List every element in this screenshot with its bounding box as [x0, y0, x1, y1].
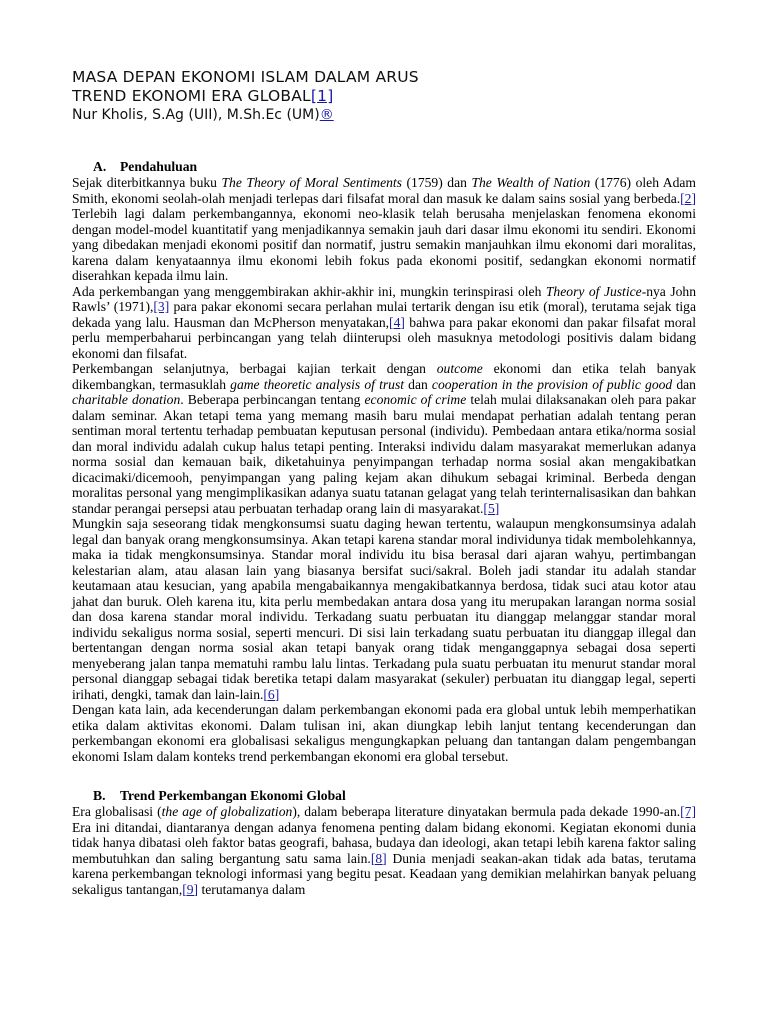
paragraph-5: Dengan kata lain, ada kecenderungan dalam perkembangan ekonomi pada era global untuk lebih memperhatikan etika dalam aktivitas ekonomi. Dalam tulisan ini, akan diungkap lebih lanjut tentang kecenderungan dan perkembangan ekonomi era globalisasi sekaligus mengungkapkan peluang dan tantangan dalam pengembangan ekonomi Islam dalam konteks trend perkembangan ekonomi era global tersebut. — [72, 702, 696, 764]
footnote-link-4[interactable]: [4] — [389, 314, 405, 330]
section-a-heading — [72, 159, 696, 175]
footnote-link-3[interactable]: [3] — [153, 299, 170, 314]
footnote-link-8[interactable]: [8] — [370, 850, 387, 866]
paragraph-3: Perkembangan selanjutnya, berbagai kajian terkait dengan outcome ekonomi dan etika telah banyak dikembangkan, termasuklah game theoretic analysis of trust dan cooperation in the provision of public good dan charitable donation. Beberapa perbincangan tentang economic of crime telah mulai dilaksanakan oleh para pakar dalam seminar. Akan tetapi tema yang memang masih baru mulai mendapat perhatian adalah tentang peran sentiman moral tertentu terhadap pembuatan keputusan personal (individu). Pembedaan antara etika/norma sosial dan moral individu adalah cukup halus tetapi penting. Interaksi individu dalam masyarakat memerlukan adanya norma sosial dan kemauan baik, diketahuinya penyimpangan terhadap norma sosial akan mengakibatkan dicacimaki/dicemooh, penyimpangan yang paling kejam akan dihukum sebagai kriminal. Berbeda dengan moralitas personal yang mengimplikasikan adanya suatu tatanan gelagat yang telah terinternalisasikan dan bahkan standar perangai persepsi atau perbuatan terhadap orang lain di masyarakat.[5] — [72, 361, 696, 516]
paragraph-1: Sejak diterbitkannya buku The Theory of Moral Sentiments (1759) dan The Wealth of Nation (1776) oleh Adam Smith, ekonomi seolah-olah menjadi terlepas dari filsafat moral dan masuk ke dalam sains sosial yang berbeda.[2] Terlebih lagi dalam perkembangannya, ekonomi neo-klasik telah berusaha menjelaskan fenomena ekonomi dengan model-model kuantitatif yang menjadikannya semakin jauh dari dasar ilmu ekonomi itu sendiri. Ekonomi yang dibedakan menjadi ekonomi positif dan normatif, justru semakin manjauhkan ilmu ekonomi dari moralitas, karena dalam kenyataannya ilmu ekonomi lebih fokus pada ekonomi positif, sedangkan ekonomi normatif diserahkan kepada ilmu lain. — [72, 175, 696, 283]
document-title — [72, 68, 696, 106]
section-b-number: B. — [93, 788, 106, 803]
footnote-link-6[interactable]: [6] — [263, 686, 280, 702]
footnote-link-9[interactable]: [9] — [182, 881, 199, 897]
section-a-number: A. — [93, 159, 107, 174]
paragraph-6: Era globalisasi (the age of globalization), dalam beberapa literature dinyatakan bermula pada dekade 1990-an.[7] Era ini ditandai, diantaranya dengan adanya fenomena penting dalam bidang ekonomi. Kegiatan ekonomi dunia tidak hanya dibatasi oleh faktor batas geografi, bahasa, budaya dan ideologi, akan tetapi lebih karena faktor saling membutuhkan dan saling bergantung satu sama lain.[8] Dunia menjadi seakan-akan tidak ada batas, terutama karena perkembangan teknologi informasi yang begitu pesat. Keadaan yang demikian melahirkan banyak peluang sekaligus tantangan,[9] terutamanya dalam — [72, 804, 696, 897]
paragraph-2: Ada perkembangan yang menggembirakan akhir-akhir ini, mungkin terinspirasi oleh Theory of Justice-nya John Rawls’ (1971),[3] para pakar ekonomi secara perlahan mulai tertarik dengan isu etik (moral), terutama sejak tiga dekada yang lalu. Hausman dan McPherson menyatakan,[4] bahwa para pakar ekonomi dan pakar filsafat moral perlu memperbaharui perbincangan yang telah diinterupsi oleh masuknya metodologi positivis dalam bidang ekonomi dan filsafat. — [72, 283, 697, 361]
section-b-title: Trend Perkembangan Ekonomi Global — [120, 788, 346, 803]
footnote-link-5[interactable]: [5] — [483, 500, 500, 516]
title-line-1: MASA DEPAN EKONOMI ISLAM DALAM ARUS — [72, 68, 419, 86]
title-line-2: TREND EKONOMI ERA GLOBAL — [72, 87, 311, 105]
author-line — [72, 106, 696, 125]
footnote-link-2[interactable]: [2] — [680, 190, 696, 206]
title-footnote-link[interactable]: [1] — [310, 87, 334, 105]
author-mark-link[interactable]: ® — [319, 107, 334, 123]
section-b-heading — [72, 788, 696, 804]
paragraph-4: Mungkin saja seseorang tidak mengkonsumsi suatu daging hewan tertentu, walaupun mengkonsumsinya adalah legal dan banyak orang mengkonsumsinya. Akan tetapi karena standar moral individunya tidak membolehkannya, maka ia tidak mengkonsumsinya. Standar moral individu itu bisa berasal dari ajaran wahyu, pertimbangan kelestarian alam, atau alasan lain yang biasanya bersifat suci/sakral. Boleh jadi standar itu adalah standar keutamaan atau kesucian, yang apabila mengabaikannya mengakibatkannya berdosa, tidak suci atau kotor atau jahat dan buruk. Oleh karena itu, kita perlu membedakan antara dosa yang itu merupakan larangan norma sosial dan dosa karena standar moral individu. Terkadang suatu perbuatan itu dianggap melanggar standar moral individu sekaligus norma sosial, seperti mencuri. Di sisi lain terkadang suatu perbuatan itu dianggap illegal dan bertentangan dengan norma sosial akan tetapi banyak orang tidak menganggapnya sebagai dosa seperti menyeberang jalan tanpa mematuhi rambu lalu lintas. Terkadang pula suatu perbuatan itu menurut standar moral personal dianggap sebagai tidak beretika tetapi dalam masyarakat (sekuler) perbuatan itu dianggap legal, seperti irihati, dengki, tamak dan lain-lain.[6] — [72, 516, 696, 702]
author-name: Nur Kholis, S.Ag (UII), M.Sh.Ec (UM) — [72, 107, 320, 123]
section-a-title: Pendahuluan — [120, 159, 198, 174]
footnote-link-7[interactable]: [7] — [680, 804, 696, 819]
